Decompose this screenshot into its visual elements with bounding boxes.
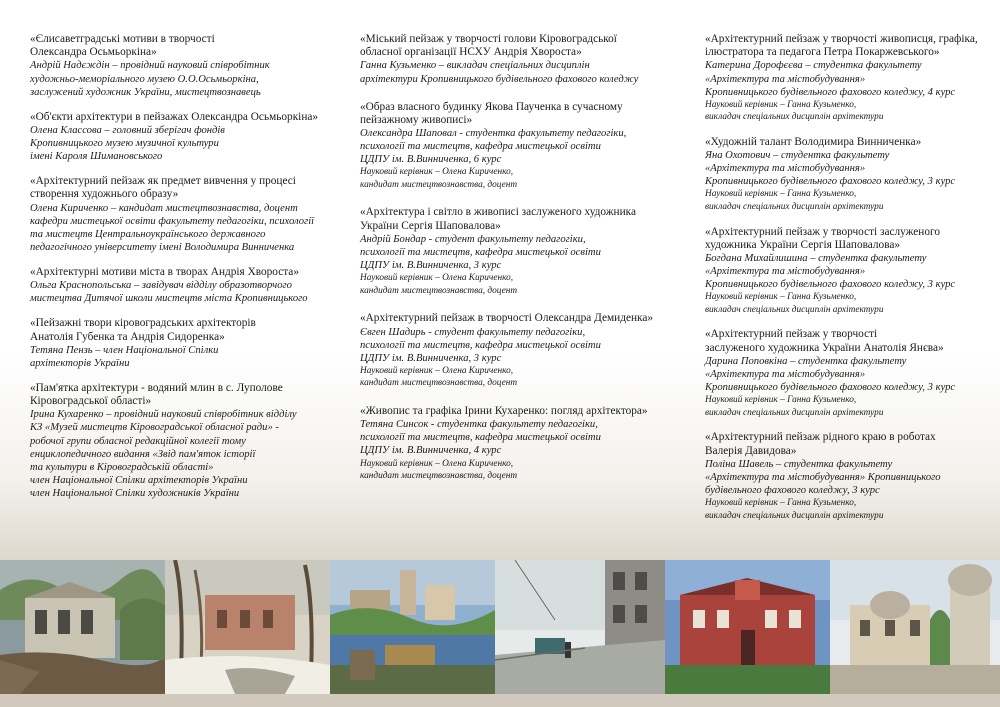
entry-title: «Архітектурні мотиви міста в творах Андрія Хвороста» [30, 265, 299, 278]
entry [705, 328, 995, 419]
entry-title: «Пам'ятка архітектури - водяний млин в с. Луполове Кіровоградської області» [30, 381, 283, 408]
entry-title: «Архітектурний пейзаж в творчості Олександра Демиденка» [360, 312, 653, 325]
entry-title: «Архітектурний пейзаж у творчості заслуженого художника України Анатолія Янєва» [705, 328, 944, 354]
entry-author: Євген Шадирь - студент факультету педагогіки, психології та мистецтв, кафедра мистецької освіти ЦДПУ ім. В.Винниченка, 3 курс [360, 326, 601, 364]
entry [30, 266, 340, 305]
entry [360, 101, 660, 192]
painting-winter-trees-icon [165, 560, 330, 694]
entry [705, 33, 995, 124]
entry-title: «Архітектура і світло в живописі заслуженого художника України Сергія Шаповалова» [360, 206, 636, 232]
entry-title: «Архітектурний пейзаж рідного краю в роботах Валерія Давидова» [705, 431, 936, 457]
column-middle [360, 33, 660, 498]
painting-street-tram-icon [495, 560, 665, 694]
entry-author: Ганна Кузьменко – викладач спеціальних дисциплін архітектури Кропивницького будівельного фахового коледжу [360, 60, 639, 85]
entry-author: Тетяна Синсок - студентка факультету педагогіки, психології та мистецтв, кафедра мистецької освіти ЦДПУ ім. В.Винниченка, 4 курс [360, 419, 601, 457]
entry [30, 317, 340, 370]
entry-author: Богдана Михайлишина – студентка факультету «Архітектура та містобудування» Кропивницького будівельного фахового коледжу, 3 курс [705, 252, 956, 291]
entry-title: «Художній талант Володимира Винниченка» [705, 135, 922, 148]
entry-title: «Об'єкти архітектури в пейзажах Олександра Осьмьоркіна» [30, 110, 319, 123]
entry [30, 111, 340, 163]
painting-strip [0, 560, 1000, 694]
entry-author: Олена Классова – головний зберігач фондів Кропивницького музею музичної культури імені Кароля Шимановського [30, 124, 225, 163]
entry [30, 33, 340, 99]
entry [360, 312, 660, 390]
entry-title: «Міський пейзаж у творчості голови Кіровоградської обласної організації НСХУ Андрія Хвороста» [360, 33, 617, 59]
entry [30, 382, 340, 500]
entry-title: «Єлисаветградські мотиви в творчості Олександра Осьмьоркіна» [30, 33, 215, 59]
entry-author: Олена Кириченко – кандидат мистецтвознавства, доцент кафедри мистецької освіти факультету педагогіки, психології та мистецтв Центральноукраїнського державного педагогічного університету імені Володимира Винниченка [30, 202, 315, 253]
entry [705, 136, 995, 214]
entry-author: Олександра Шаповал - студентка факультету педагогіки, психології та мистецтв, кафедра мистецької освіти ЦДПУ ім. В.Винниченка, 6 курс [360, 128, 627, 166]
column-left [30, 33, 340, 512]
entry-title: «Живопис та графіка Ірини Кухаренко: погляд архітектора» [360, 405, 648, 418]
entry-author: Ірина Кухаренко – провідний науковий співробітник відділу КЗ «Музей мистецтв Кіровоградської обласної ради» - робочої групи обласної редакційної колегії тому енциклопедичного видання «Звід пам'яток історії та культури в Кіровоградській області» член Національної Спілки архітекторів України член Національної Спілки художників України [30, 409, 297, 499]
painting-city-river-icon [330, 560, 495, 694]
entry-advisor: Науковий керівник – Олена Кириченко, кандидат мистецтвознавства, доцент [360, 458, 518, 482]
entry [30, 175, 340, 254]
painting-ruined-building-icon [0, 560, 165, 694]
entry-author: Андрій Бондар - студент факультету педагогіки, психології та мистецтв, кафедра мистецької освіти ЦДПУ ім. В.Винниченка, 3 курс [360, 233, 601, 272]
entry [705, 431, 995, 522]
entry-title: «Архітектурний пейзаж як предмет вивчення у процесі створення художнього образу» [30, 175, 296, 201]
entry-author: Поліна Шавель – студентка факультету «Архітектура та містобудування» Кропивницького будівельного фахового коледжу, 3 курс [705, 458, 941, 496]
entry-author: Катерина Дорофєєва – студентка факультету «Архітектура та містобудування» Кропивницького будівельного фахового коледжу, 4 курс [705, 60, 956, 98]
painting-red-building-icon [665, 560, 830, 694]
entry-title: «Образ власного будинку Якова Паученка в сучасному пейзажному живописі» [360, 100, 623, 126]
entry-advisor: Науковий керівник – Олена Кириченко, кандидат мистецтвознавства, доцент [360, 365, 518, 389]
entry-author: Андрій Надєждін – провідний науковий співробітник художньо-меморіального музею О.О.Осьмьоркіна, заслужений художник України, мистецтвознавець [30, 60, 270, 98]
entry [705, 226, 995, 317]
painting-domed-building-icon [830, 560, 1000, 694]
column-right [705, 33, 995, 534]
entry-advisor: Науковий керівник – Ганна Кузьменко, викладач спеціальних дисциплін архітектури [705, 292, 884, 315]
entry [360, 405, 660, 483]
entry-title: «Архітектурний пейзаж у творчості заслуженого художника України Сергія Шаповалова» [705, 225, 940, 251]
entry-title: «Пейзажні твори кіровоградських архітекторів Анатолія Губенка та Андрія Сидоренка» [30, 317, 256, 343]
entry-author: Тетяна Пензь – член Національної Спілки архітекторів України [30, 344, 219, 369]
entry [360, 206, 660, 297]
entry-title: «Архітектурний пейзаж у творчості живописця, графіка, ілюстратора та педагога Петра Покаржевського» [705, 33, 978, 59]
entry-advisor: Науковий керівник – Олена Кириченко, кандидат мистецтвознавства, доцент [360, 167, 518, 190]
entry-author: Яна Охотович – студентка факультету «Архітектура та містобудування» Кропивницького будівельного фахового коледжу, 3 курс [705, 150, 956, 188]
entry-advisor: Науковий керівник – Ганна Кузьменко, викладач спеціальних дисциплін архітектури [705, 395, 884, 418]
entry-author: Ольга Краснопольська – завідувач відділу образотворчого мистецтва Дитячої школи мистецтв міста Кропивницького [30, 280, 308, 305]
entry [360, 33, 660, 86]
entry-advisor: Науковий керівник – Ганна Кузьменко, викладач спеціальних дисциплін архітектури [705, 189, 884, 212]
entry-advisor: Науковий керівник – Ганна Кузьменко, викладач спеціальних дисциплін архітектури [705, 497, 884, 521]
entry-author: Дарина Поповкіна – студентка факультету «Архітектура та містобудування» Кропивницького будівельного фахового коледжу, 3 курс [705, 355, 956, 394]
entry-advisor: Науковий керівник – Ганна Кузьменко, викладач спеціальних дисциплін архітектури [705, 99, 884, 123]
entry-advisor: Науковий керівник – Олена Кириченко, кандидат мистецтвознавства, доцент [360, 273, 518, 296]
